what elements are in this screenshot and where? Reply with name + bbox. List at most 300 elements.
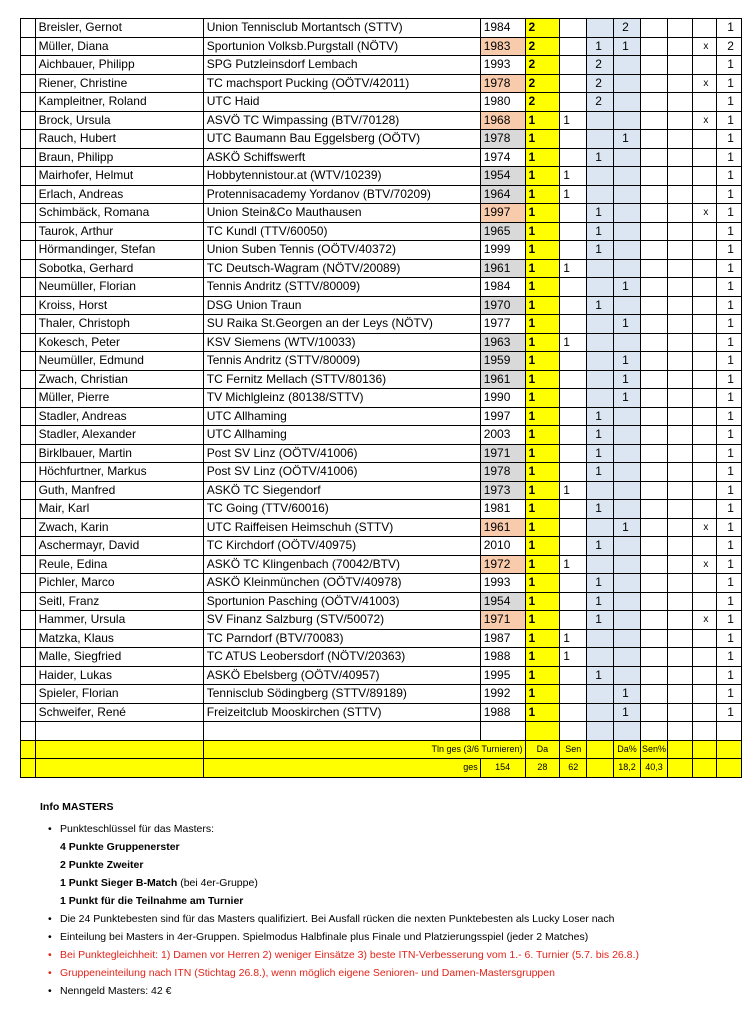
tournament-count: 1 bbox=[717, 481, 742, 500]
player-club: UTC Allhaming bbox=[203, 407, 480, 426]
player-name: Höchfurtner, Markus bbox=[35, 463, 203, 482]
col-da: 1 bbox=[560, 555, 587, 574]
col-da bbox=[560, 463, 587, 482]
tournament-count: 1 bbox=[717, 389, 742, 408]
female-marker bbox=[692, 148, 717, 167]
col-empty bbox=[667, 56, 692, 75]
birth-year: 1954 bbox=[480, 592, 525, 611]
summary-row-labels bbox=[21, 740, 742, 759]
col-sen bbox=[587, 629, 614, 648]
player-name: Sobotka, Gerhard bbox=[35, 259, 203, 278]
female-marker bbox=[692, 426, 717, 445]
tournament-count: 1 bbox=[717, 278, 742, 297]
points: 1 bbox=[525, 389, 560, 408]
player-club: Post SV Linz (OÖTV/41006) bbox=[203, 463, 480, 482]
col-sen-pct bbox=[641, 481, 668, 500]
points: 1 bbox=[525, 148, 560, 167]
tournament-count: 1 bbox=[717, 500, 742, 519]
col-da bbox=[560, 666, 587, 685]
info-item-text: Punkteschlüssel für das Masters: bbox=[60, 823, 215, 835]
tournament-count: 1 bbox=[717, 111, 742, 130]
female-marker bbox=[692, 648, 717, 667]
col-empty bbox=[667, 592, 692, 611]
col-sen-pct bbox=[641, 222, 668, 241]
points: 1 bbox=[525, 111, 560, 130]
birth-year: 1997 bbox=[480, 204, 525, 223]
points: 1 bbox=[525, 241, 560, 260]
player-club: TC ATUS Leobersdorf (NÖTV/20363) bbox=[203, 648, 480, 667]
col-sen bbox=[587, 333, 614, 352]
info-item-text: Die 24 Punktebesten sind für das Masters qualifiziert. Bei Ausfall rücken die nexten Punktebesten als Lucky Loser nach bbox=[60, 913, 615, 925]
points: 1 bbox=[525, 685, 560, 704]
info-item bbox=[40, 982, 730, 1000]
birth-year: 1961 bbox=[480, 259, 525, 278]
col-empty bbox=[667, 130, 692, 149]
points: 1 bbox=[525, 611, 560, 630]
points: 1 bbox=[525, 185, 560, 204]
col-empty bbox=[667, 315, 692, 334]
row-marker bbox=[21, 111, 36, 130]
table-row bbox=[21, 574, 742, 593]
tournament-count: 1 bbox=[717, 463, 742, 482]
table-row bbox=[21, 185, 742, 204]
player-name: Haider, Lukas bbox=[35, 666, 203, 685]
player-name: Hörmandinger, Stefan bbox=[35, 241, 203, 260]
player-club: Union Stein&Co Mauthausen bbox=[203, 204, 480, 223]
row-marker bbox=[21, 648, 36, 667]
col-da bbox=[560, 500, 587, 519]
row-marker bbox=[21, 56, 36, 75]
player-club: TC Kundl (TTV/60050) bbox=[203, 222, 480, 241]
points: 1 bbox=[525, 296, 560, 315]
points: 1 bbox=[525, 629, 560, 648]
female-marker bbox=[692, 352, 717, 371]
birth-year: 1961 bbox=[480, 518, 525, 537]
col-sen: 1 bbox=[587, 148, 614, 167]
points: 1 bbox=[525, 333, 560, 352]
player-club: UTC Raiffeisen Heimschuh (STTV) bbox=[203, 518, 480, 537]
table-row bbox=[21, 56, 742, 75]
female-marker bbox=[692, 592, 717, 611]
female-marker bbox=[692, 296, 717, 315]
table-row bbox=[21, 537, 742, 556]
col-da-pct: 1 bbox=[614, 278, 641, 297]
col-da-pct bbox=[614, 93, 641, 112]
col-sen bbox=[587, 315, 614, 334]
row-marker bbox=[21, 185, 36, 204]
player-name: Guth, Manfred bbox=[35, 481, 203, 500]
player-name: Müller, Pierre bbox=[35, 389, 203, 408]
points: 2 bbox=[525, 56, 560, 75]
col-da-pct bbox=[614, 555, 641, 574]
female-marker bbox=[692, 537, 717, 556]
col-sen: 1 bbox=[587, 611, 614, 630]
col-da-pct bbox=[614, 407, 641, 426]
points: 1 bbox=[525, 407, 560, 426]
col-sen-pct bbox=[641, 19, 668, 38]
col-da-pct bbox=[614, 463, 641, 482]
birth-year: 1980 bbox=[480, 93, 525, 112]
col-sen-pct bbox=[641, 204, 668, 223]
birth-year: 1981 bbox=[480, 500, 525, 519]
col-sen: 1 bbox=[587, 241, 614, 260]
tournament-count: 1 bbox=[717, 93, 742, 112]
female-marker: x bbox=[692, 611, 717, 630]
female-marker bbox=[692, 444, 717, 463]
col-empty bbox=[667, 370, 692, 389]
col-da-pct bbox=[614, 500, 641, 519]
player-name: Schweifer, René bbox=[35, 703, 203, 722]
birth-year: 1965 bbox=[480, 222, 525, 241]
col-da: 1 bbox=[560, 167, 587, 186]
table-row bbox=[21, 666, 742, 685]
birth-year: 1961 bbox=[480, 370, 525, 389]
points: 1 bbox=[525, 352, 560, 371]
col-sen bbox=[587, 130, 614, 149]
col-da-pct bbox=[614, 333, 641, 352]
info-item bbox=[40, 820, 730, 838]
female-marker bbox=[692, 574, 717, 593]
table-row bbox=[21, 130, 742, 149]
col-sen-pct bbox=[641, 574, 668, 593]
col-da: 1 bbox=[560, 648, 587, 667]
info-item-text: 1 Punkt Sieger B-Match bbox=[60, 877, 178, 889]
player-name: Kokesch, Peter bbox=[35, 333, 203, 352]
table-row bbox=[21, 592, 742, 611]
ranking-table bbox=[20, 18, 742, 778]
female-marker bbox=[692, 19, 717, 38]
birth-year: 1968 bbox=[480, 111, 525, 130]
col-sen: 2 bbox=[587, 74, 614, 93]
col-da bbox=[560, 204, 587, 223]
col-sen bbox=[587, 685, 614, 704]
row-marker bbox=[21, 130, 36, 149]
col-da bbox=[560, 37, 587, 56]
col-da-pct bbox=[614, 56, 641, 75]
col-da-pct bbox=[614, 592, 641, 611]
col-da-pct bbox=[614, 259, 641, 278]
col-sen: 1 bbox=[587, 204, 614, 223]
col-da: 1 bbox=[560, 111, 587, 130]
col-sen-pct bbox=[641, 37, 668, 56]
player-club: Protennisacademy Yordanov (BTV/70209) bbox=[203, 185, 480, 204]
female-marker bbox=[692, 370, 717, 389]
table-row bbox=[21, 370, 742, 389]
table-row bbox=[21, 555, 742, 574]
info-item bbox=[40, 892, 730, 910]
row-marker bbox=[21, 370, 36, 389]
row-marker bbox=[21, 93, 36, 112]
col-sen-pct bbox=[641, 444, 668, 463]
birth-year: 1972 bbox=[480, 555, 525, 574]
female-marker bbox=[692, 167, 717, 186]
birth-year: 1990 bbox=[480, 389, 525, 408]
col-da: 1 bbox=[560, 481, 587, 500]
col-da-pct: 1 bbox=[614, 130, 641, 149]
birth-year: 1971 bbox=[480, 611, 525, 630]
row-marker bbox=[21, 703, 36, 722]
col-da-pct: 1 bbox=[614, 518, 641, 537]
info-item-text: Gruppeneinteilung nach ITN (Stichtag 26.8.), wenn möglich eigene Senioren- und Damen-Mastersgruppen bbox=[60, 967, 555, 979]
col-da-pct: 1 bbox=[614, 37, 641, 56]
col-sen-pct bbox=[641, 352, 668, 371]
player-name: Müller, Diana bbox=[35, 37, 203, 56]
player-name: Rauch, Hubert bbox=[35, 130, 203, 149]
col-da bbox=[560, 148, 587, 167]
col-da bbox=[560, 130, 587, 149]
tournament-count: 1 bbox=[717, 333, 742, 352]
row-marker bbox=[21, 19, 36, 38]
player-club: ASKÖ TC Klingenbach (70042/BTV) bbox=[203, 555, 480, 574]
col-sen-pct bbox=[641, 111, 668, 130]
info-item bbox=[40, 856, 730, 874]
col-sen-pct bbox=[641, 500, 668, 519]
table-row bbox=[21, 333, 742, 352]
table-row bbox=[21, 241, 742, 260]
player-club: UTC Haid bbox=[203, 93, 480, 112]
table-row bbox=[21, 426, 742, 445]
player-club: Tennis Andritz (STTV/80009) bbox=[203, 278, 480, 297]
birth-year: 1978 bbox=[480, 463, 525, 482]
col-empty bbox=[667, 407, 692, 426]
player-club: SPG Putzleinsdorf Lembach bbox=[203, 56, 480, 75]
col-da-pct bbox=[614, 426, 641, 445]
col-sen-pct bbox=[641, 537, 668, 556]
table-row bbox=[21, 611, 742, 630]
table-row bbox=[21, 222, 742, 241]
col-da bbox=[560, 296, 587, 315]
info-item bbox=[40, 928, 730, 946]
player-name: Aschermayr, David bbox=[35, 537, 203, 556]
col-sen-pct bbox=[641, 259, 668, 278]
col-sen: 1 bbox=[587, 407, 614, 426]
player-name: Stadler, Andreas bbox=[35, 407, 203, 426]
player-name: Spieler, Florian bbox=[35, 685, 203, 704]
row-marker bbox=[21, 222, 36, 241]
player-name: Matzka, Klaus bbox=[35, 629, 203, 648]
col-empty bbox=[667, 463, 692, 482]
tournament-count: 1 bbox=[717, 426, 742, 445]
col-empty bbox=[667, 685, 692, 704]
player-name: Taurok, Arthur bbox=[35, 222, 203, 241]
row-marker bbox=[21, 426, 36, 445]
col-da bbox=[560, 444, 587, 463]
tournament-count: 1 bbox=[717, 629, 742, 648]
female-marker bbox=[692, 333, 717, 352]
col-sen-pct bbox=[641, 463, 668, 482]
female-marker bbox=[692, 389, 717, 408]
col-da bbox=[560, 407, 587, 426]
col-empty bbox=[667, 111, 692, 130]
birth-year: 2010 bbox=[480, 537, 525, 556]
col-sen-pct bbox=[641, 130, 668, 149]
player-club: TV Michlgleinz (80138/STTV) bbox=[203, 389, 480, 408]
player-club: ASKÖ Schiffswerft bbox=[203, 148, 480, 167]
birth-year: 1992 bbox=[480, 685, 525, 704]
birth-year: 1999 bbox=[480, 241, 525, 260]
player-club: ASKÖ TC Siegendorf bbox=[203, 481, 480, 500]
col-da-pct bbox=[614, 204, 641, 223]
col-da-pct bbox=[614, 241, 641, 260]
birth-year: 1978 bbox=[480, 130, 525, 149]
col-sen bbox=[587, 648, 614, 667]
table-row bbox=[21, 703, 742, 722]
col-empty bbox=[667, 74, 692, 93]
col-sen bbox=[587, 389, 614, 408]
col-empty bbox=[667, 537, 692, 556]
points: 1 bbox=[525, 315, 560, 334]
col-sen-pct bbox=[641, 518, 668, 537]
col-da-pct bbox=[614, 111, 641, 130]
player-name: Neumüller, Florian bbox=[35, 278, 203, 297]
row-marker bbox=[21, 333, 36, 352]
points: 1 bbox=[525, 648, 560, 667]
points: 1 bbox=[525, 444, 560, 463]
col-sen: 2 bbox=[587, 93, 614, 112]
col-da bbox=[560, 685, 587, 704]
info-item-text: 4 Punkte Gruppenerster bbox=[60, 841, 180, 853]
points: 1 bbox=[525, 426, 560, 445]
col-da bbox=[560, 703, 587, 722]
table-row bbox=[21, 74, 742, 93]
birth-year: 1970 bbox=[480, 296, 525, 315]
female-marker: x bbox=[692, 204, 717, 223]
row-marker bbox=[21, 555, 36, 574]
col-sen: 1 bbox=[587, 537, 614, 556]
player-name: Hammer, Ursula bbox=[35, 611, 203, 630]
tournament-count: 1 bbox=[717, 666, 742, 685]
col-da bbox=[560, 315, 587, 334]
col-sen bbox=[587, 352, 614, 371]
col-sen-pct bbox=[641, 74, 668, 93]
col-empty bbox=[667, 648, 692, 667]
row-marker bbox=[21, 167, 36, 186]
player-club: Tennis Andritz (STTV/80009) bbox=[203, 352, 480, 371]
col-empty bbox=[667, 148, 692, 167]
col-sen-pct bbox=[641, 56, 668, 75]
table-row bbox=[21, 19, 742, 38]
player-club: Hobbytennistour.at (WTV/10239) bbox=[203, 167, 480, 186]
col-da-pct bbox=[614, 648, 641, 667]
points: 1 bbox=[525, 370, 560, 389]
col-sen bbox=[587, 185, 614, 204]
player-club: ASVÖ TC Wimpassing (BTV/70128) bbox=[203, 111, 480, 130]
points: 1 bbox=[525, 592, 560, 611]
col-sen bbox=[587, 518, 614, 537]
tournament-count: 1 bbox=[717, 167, 742, 186]
player-name: Birklbauer, Martin bbox=[35, 444, 203, 463]
player-club: ASKÖ Ebelsberg (OÖTV/40957) bbox=[203, 666, 480, 685]
col-empty bbox=[667, 703, 692, 722]
player-club: TC Kirchdorf (OÖTV/40975) bbox=[203, 537, 480, 556]
summary-da-pct: 18,2 bbox=[614, 759, 641, 778]
col-sen: 1 bbox=[587, 592, 614, 611]
col-da-pct: 1 bbox=[614, 315, 641, 334]
female-marker bbox=[692, 278, 717, 297]
col-empty bbox=[667, 574, 692, 593]
birth-year: 1988 bbox=[480, 648, 525, 667]
table-row bbox=[21, 111, 742, 130]
row-marker bbox=[21, 537, 36, 556]
tournament-count: 1 bbox=[717, 648, 742, 667]
col-da-pct: 1 bbox=[614, 703, 641, 722]
col-empty bbox=[667, 518, 692, 537]
col-da-pct bbox=[614, 574, 641, 593]
col-sen: 2 bbox=[587, 56, 614, 75]
table-row bbox=[21, 204, 742, 223]
tournament-count: 1 bbox=[717, 592, 742, 611]
tournament-count: 1 bbox=[717, 370, 742, 389]
col-da-pct bbox=[614, 444, 641, 463]
info-item bbox=[40, 964, 730, 982]
info-masters bbox=[40, 798, 730, 1000]
player-club: Union Suben Tennis (OÖTV/40372) bbox=[203, 241, 480, 260]
tournament-count: 1 bbox=[717, 611, 742, 630]
col-da bbox=[560, 426, 587, 445]
col-da bbox=[560, 518, 587, 537]
col-sen-pct bbox=[641, 629, 668, 648]
info-item bbox=[40, 910, 730, 928]
col-sen-pct bbox=[641, 426, 668, 445]
summary-sen: 62 bbox=[560, 759, 587, 778]
col-sen-pct bbox=[641, 315, 668, 334]
col-da-pct bbox=[614, 222, 641, 241]
female-marker bbox=[692, 56, 717, 75]
col-empty bbox=[667, 611, 692, 630]
points: 1 bbox=[525, 500, 560, 519]
tournament-count: 1 bbox=[717, 74, 742, 93]
tournament-count: 1 bbox=[717, 518, 742, 537]
row-marker bbox=[21, 204, 36, 223]
player-name: Riener, Christine bbox=[35, 74, 203, 93]
tournament-count: 1 bbox=[717, 685, 742, 704]
col-da-pct bbox=[614, 481, 641, 500]
player-name: Thaler, Christoph bbox=[35, 315, 203, 334]
col-empty bbox=[667, 481, 692, 500]
col-sen-pct bbox=[641, 185, 668, 204]
female-marker bbox=[692, 185, 717, 204]
col-sen bbox=[587, 259, 614, 278]
col-sen: 1 bbox=[587, 444, 614, 463]
col-sen-pct bbox=[641, 333, 668, 352]
col-empty bbox=[667, 19, 692, 38]
table-row bbox=[21, 352, 742, 371]
col-sen bbox=[587, 370, 614, 389]
player-club: SU Raika St.Georgen an der Leys (NÖTV) bbox=[203, 315, 480, 334]
col-empty bbox=[667, 629, 692, 648]
points: 2 bbox=[525, 37, 560, 56]
player-club: Tennisclub Södingberg (STTV/89189) bbox=[203, 685, 480, 704]
birth-year: 1973 bbox=[480, 481, 525, 500]
col-da-pct: 1 bbox=[614, 685, 641, 704]
info-list bbox=[40, 820, 730, 1000]
points: 1 bbox=[525, 703, 560, 722]
col-da-pct: 1 bbox=[614, 352, 641, 371]
female-marker: x bbox=[692, 37, 717, 56]
player-name: Erlach, Andreas bbox=[35, 185, 203, 204]
tournament-count: 1 bbox=[717, 148, 742, 167]
player-club: TC Fernitz Mellach (STTV/80136) bbox=[203, 370, 480, 389]
summary-sen-label: Sen bbox=[560, 740, 587, 759]
table-row bbox=[21, 278, 742, 297]
row-marker bbox=[21, 592, 36, 611]
player-name: Seitl, Franz bbox=[35, 592, 203, 611]
row-marker bbox=[21, 685, 36, 704]
table-row bbox=[21, 500, 742, 519]
summary-sen-pct-label: Sen% bbox=[641, 740, 668, 759]
row-marker bbox=[21, 463, 36, 482]
tournament-count: 1 bbox=[717, 56, 742, 75]
